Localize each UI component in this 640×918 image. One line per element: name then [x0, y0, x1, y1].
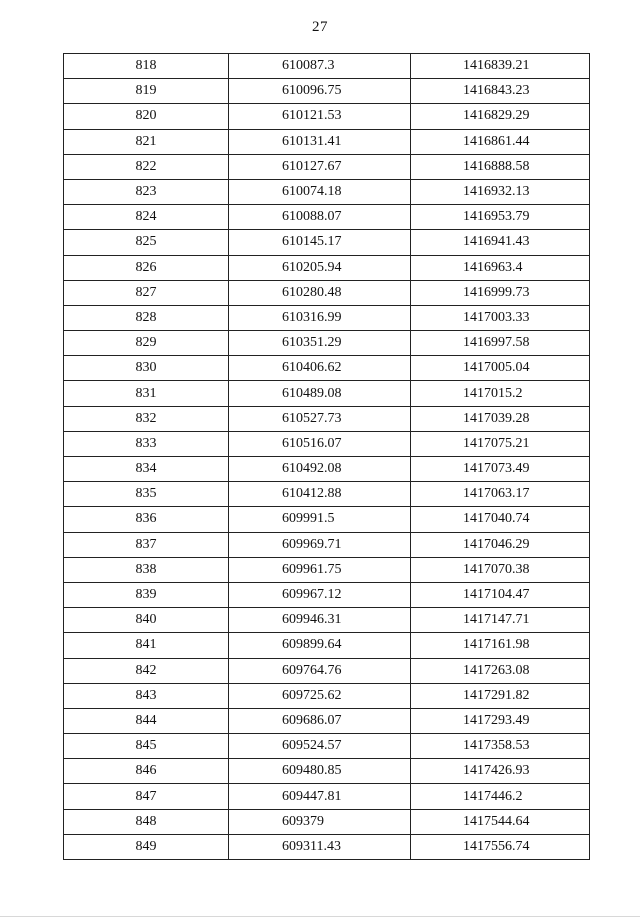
table-row: [64, 305, 590, 330]
point-number-cell: 827: [64, 280, 229, 305]
y-coordinate-cell: 1417070.38: [411, 557, 590, 582]
table-row: [64, 582, 590, 607]
y-coordinate-cell: 1417075.21: [411, 431, 590, 456]
point-number-cell: 844: [64, 708, 229, 733]
y-coordinate-cell: 1417005.04: [411, 356, 590, 381]
x-coordinate-cell: 610406.62: [229, 356, 411, 381]
point-number-cell: 819: [64, 79, 229, 104]
y-coordinate-cell: 1417161.98: [411, 633, 590, 658]
y-coordinate-cell: 1416829.29: [411, 104, 590, 129]
x-coordinate-cell: 609967.12: [229, 582, 411, 607]
point-number-cell: 849: [64, 834, 229, 859]
table-row: [64, 205, 590, 230]
x-coordinate-cell: 610127.67: [229, 154, 411, 179]
table-row: [64, 759, 590, 784]
x-coordinate-cell: 610121.53: [229, 104, 411, 129]
x-coordinate-cell: 610205.94: [229, 255, 411, 280]
point-number-cell: 831: [64, 381, 229, 406]
table-row: [64, 482, 590, 507]
x-coordinate-cell: 609991.5: [229, 507, 411, 532]
point-number-cell: 825: [64, 230, 229, 255]
x-coordinate-cell: 610074.18: [229, 179, 411, 204]
x-coordinate-cell: 610088.07: [229, 205, 411, 230]
table-row: [64, 179, 590, 204]
y-coordinate-cell: 1417291.82: [411, 683, 590, 708]
point-number-cell: 840: [64, 608, 229, 633]
x-coordinate-cell: 610096.75: [229, 79, 411, 104]
point-number-cell: 839: [64, 582, 229, 607]
x-coordinate-cell: 609961.75: [229, 557, 411, 582]
x-coordinate-cell: 610145.17: [229, 230, 411, 255]
y-coordinate-cell: 1416953.79: [411, 205, 590, 230]
y-coordinate-cell: 1416997.58: [411, 331, 590, 356]
table-row: [64, 708, 590, 733]
y-coordinate-cell: 1417039.28: [411, 406, 590, 431]
table-row: [64, 507, 590, 532]
point-number-cell: 821: [64, 129, 229, 154]
x-coordinate-cell: 610351.29: [229, 331, 411, 356]
point-number-cell: 835: [64, 482, 229, 507]
x-coordinate-cell: 610516.07: [229, 431, 411, 456]
page-bottom-edge: [0, 916, 640, 917]
point-number-cell: 818: [64, 54, 229, 79]
point-number-cell: 833: [64, 431, 229, 456]
table-row: [64, 381, 590, 406]
page-number: 27: [312, 19, 328, 35]
x-coordinate-cell: 609480.85: [229, 759, 411, 784]
table-row: [64, 809, 590, 834]
coordinates-table-body: [64, 54, 590, 860]
point-number-cell: 830: [64, 356, 229, 381]
point-number-cell: 820: [64, 104, 229, 129]
y-coordinate-cell: 1417015.2: [411, 381, 590, 406]
x-coordinate-cell: 610316.99: [229, 305, 411, 330]
table-row: [64, 784, 590, 809]
point-number-cell: 826: [64, 255, 229, 280]
point-number-cell: 834: [64, 457, 229, 482]
x-coordinate-cell: 609725.62: [229, 683, 411, 708]
x-coordinate-cell: 610492.08: [229, 457, 411, 482]
point-number-cell: 836: [64, 507, 229, 532]
point-number-cell: 837: [64, 532, 229, 557]
point-number-cell: 845: [64, 734, 229, 759]
point-number-cell: 829: [64, 331, 229, 356]
table-row: [64, 658, 590, 683]
y-coordinate-cell: 1416941.43: [411, 230, 590, 255]
table-row: [64, 54, 590, 79]
point-number-cell: 842: [64, 658, 229, 683]
table-row: [64, 457, 590, 482]
table-row: [64, 406, 590, 431]
point-number-cell: 832: [64, 406, 229, 431]
point-number-cell: 843: [64, 683, 229, 708]
table-row: [64, 255, 590, 280]
x-coordinate-cell: 610131.41: [229, 129, 411, 154]
x-coordinate-cell: 609969.71: [229, 532, 411, 557]
x-coordinate-cell: 609524.57: [229, 734, 411, 759]
x-coordinate-cell: 609686.07: [229, 708, 411, 733]
table-row: [64, 79, 590, 104]
y-coordinate-cell: 1417293.49: [411, 708, 590, 733]
point-number-cell: 841: [64, 633, 229, 658]
point-number-cell: 838: [64, 557, 229, 582]
x-coordinate-cell: 609379: [229, 809, 411, 834]
point-number-cell: 828: [64, 305, 229, 330]
table-row: [64, 557, 590, 582]
table-row: [64, 834, 590, 859]
table-row: [64, 356, 590, 381]
y-coordinate-cell: 1417263.08: [411, 658, 590, 683]
y-coordinate-cell: 1417147.71: [411, 608, 590, 633]
y-coordinate-cell: 1417104.47: [411, 582, 590, 607]
point-number-cell: 847: [64, 784, 229, 809]
table-row: [64, 154, 590, 179]
point-number-cell: 822: [64, 154, 229, 179]
y-coordinate-cell: 1417358.53: [411, 734, 590, 759]
y-coordinate-cell: 1417040.74: [411, 507, 590, 532]
x-coordinate-cell: 610087.3: [229, 54, 411, 79]
y-coordinate-cell: 1417556.74: [411, 834, 590, 859]
table-row: [64, 683, 590, 708]
y-coordinate-cell: 1416861.44: [411, 129, 590, 154]
y-coordinate-cell: 1417073.49: [411, 457, 590, 482]
y-coordinate-cell: 1416963.4: [411, 255, 590, 280]
table-row: [64, 129, 590, 154]
table-row: [64, 280, 590, 305]
y-coordinate-cell: 1417544.64: [411, 809, 590, 834]
point-number-cell: 846: [64, 759, 229, 784]
table-row: [64, 104, 590, 129]
coordinates-table: [63, 53, 590, 860]
x-coordinate-cell: 610527.73: [229, 406, 411, 431]
table-row: [64, 230, 590, 255]
table-row: [64, 633, 590, 658]
y-coordinate-cell: 1416932.13: [411, 179, 590, 204]
y-coordinate-cell: 1417426.93: [411, 759, 590, 784]
y-coordinate-cell: 1417003.33: [411, 305, 590, 330]
x-coordinate-cell: 609311.43: [229, 834, 411, 859]
x-coordinate-cell: 610280.48: [229, 280, 411, 305]
y-coordinate-cell: 1417046.29: [411, 532, 590, 557]
x-coordinate-cell: 609447.81: [229, 784, 411, 809]
y-coordinate-cell: 1416888.58: [411, 154, 590, 179]
y-coordinate-cell: 1416999.73: [411, 280, 590, 305]
table-row: [64, 608, 590, 633]
point-number-cell: 824: [64, 205, 229, 230]
table-row: [64, 734, 590, 759]
table-row: [64, 532, 590, 557]
y-coordinate-cell: 1417446.2: [411, 784, 590, 809]
x-coordinate-cell: 610489.08: [229, 381, 411, 406]
y-coordinate-cell: 1416839.21: [411, 54, 590, 79]
y-coordinate-cell: 1416843.23: [411, 79, 590, 104]
x-coordinate-cell: 609764.76: [229, 658, 411, 683]
y-coordinate-cell: 1417063.17: [411, 482, 590, 507]
table-row: [64, 331, 590, 356]
x-coordinate-cell: 609946.31: [229, 608, 411, 633]
point-number-cell: 823: [64, 179, 229, 204]
table-row: [64, 431, 590, 456]
x-coordinate-cell: 610412.88: [229, 482, 411, 507]
point-number-cell: 848: [64, 809, 229, 834]
x-coordinate-cell: 609899.64: [229, 633, 411, 658]
